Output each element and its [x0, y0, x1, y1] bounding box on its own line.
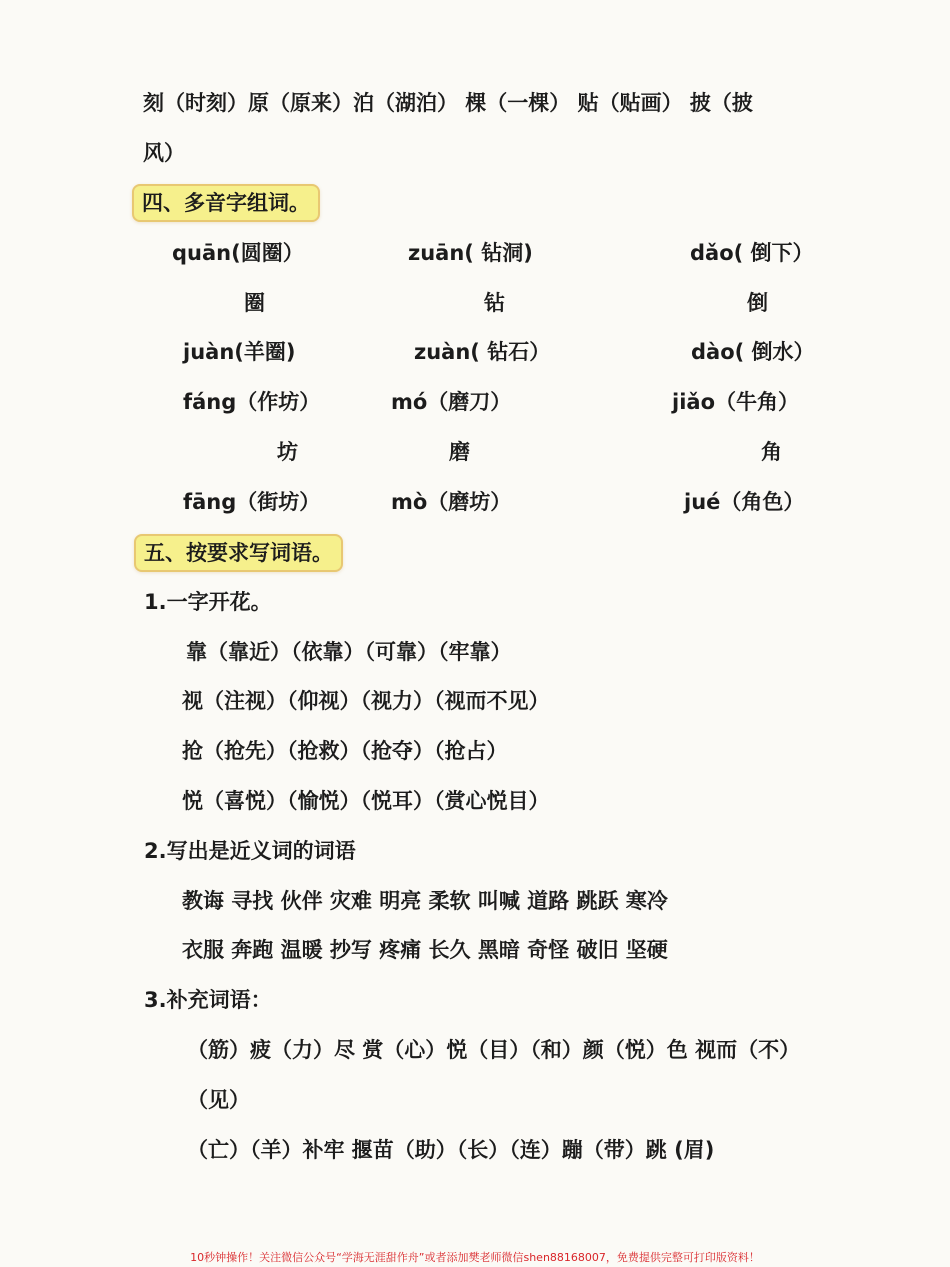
grid-r2-c1: 圈 — [244, 291, 265, 315]
grid-r4-c1: fáng（作坊） — [183, 390, 321, 414]
grid-r1-c2: zuān( 钻洞) — [408, 241, 533, 265]
section-4-title: 四、多音字组词。 — [132, 184, 320, 222]
grid-r5-c1: 坊 — [277, 440, 298, 464]
grid-r4-c3: jiǎo（牛角） — [672, 390, 799, 414]
grid-r5-c3: 角 — [761, 440, 782, 464]
intro-line-2: 风） — [143, 141, 185, 165]
sub3-line-2: （见） — [187, 1088, 250, 1112]
grid-r6-c2: mò（磨坊） — [391, 490, 512, 514]
sub2-line-2: 衣服 奔跑 温暖 抄写 疼痛 长久 黑暗 奇怪 破旧 坚硬 — [182, 938, 668, 962]
sub3-line-1: （筋）疲（力）尽 赏（心）悦（目）（和）颜（悦）色 视而（不） — [187, 1038, 801, 1062]
grid-r2-c2: 钻 — [484, 291, 505, 315]
sub2-line-1: 教诲 寻找 伙伴 灾难 明亮 柔软 叫喊 道路 跳跃 寒冷 — [182, 889, 668, 913]
grid-r4-c2: mó（磨刀） — [391, 390, 512, 414]
footer-notice: 10秒钟操作！关注微信公众号“学海无涯甜作舟”或者添加樊老师微信shen88168007，免费提供完整可打印版资料！ — [190, 1251, 760, 1264]
grid-r3-c1: juàn(羊圈) — [183, 340, 296, 364]
grid-r5-c2: 磨 — [449, 440, 470, 464]
sub1-line-1: 靠（靠近）（依靠）（可靠）（牢靠） — [186, 640, 512, 664]
sub3-heading: 3.补充词语： — [144, 988, 272, 1012]
section-5-title: 五、按要求写词语。 — [134, 534, 343, 572]
intro-line-1: 刻（时刻）原（原来）泊（湖泊） 棵（一棵） 贴（贴画） 披（披 — [143, 91, 753, 115]
sub1-line-2: 视（注视）（仰视）（视力）（视而不见） — [182, 689, 550, 713]
sub1-line-3: 抢（抢先）（抢救）（抢夺）（抢占） — [182, 739, 508, 763]
grid-r6-c3: jué（角色） — [684, 490, 805, 514]
grid-r3-c2: zuàn( 钻石） — [414, 340, 551, 364]
grid-r1-c3: dǎo( 倒下） — [690, 241, 814, 265]
sub2-heading: 2.写出是近义词的词语 — [144, 839, 356, 863]
sub1-heading: 1.一字开花。 — [144, 590, 272, 614]
sub3-line-3: （亡）（羊）补牢 揠苗（助）（长）（连）蹦（带）跳 (眉) — [187, 1138, 715, 1162]
grid-r1-c1: quān(圆圈） — [172, 241, 304, 265]
grid-r2-c3: 倒 — [747, 291, 768, 315]
sub1-line-4: 悦（喜悦）（愉悦）（悦耳）（赏心悦目） — [182, 789, 550, 813]
grid-r6-c1: fāng（街坊） — [183, 490, 321, 514]
grid-r3-c3: dào( 倒水） — [691, 340, 815, 364]
